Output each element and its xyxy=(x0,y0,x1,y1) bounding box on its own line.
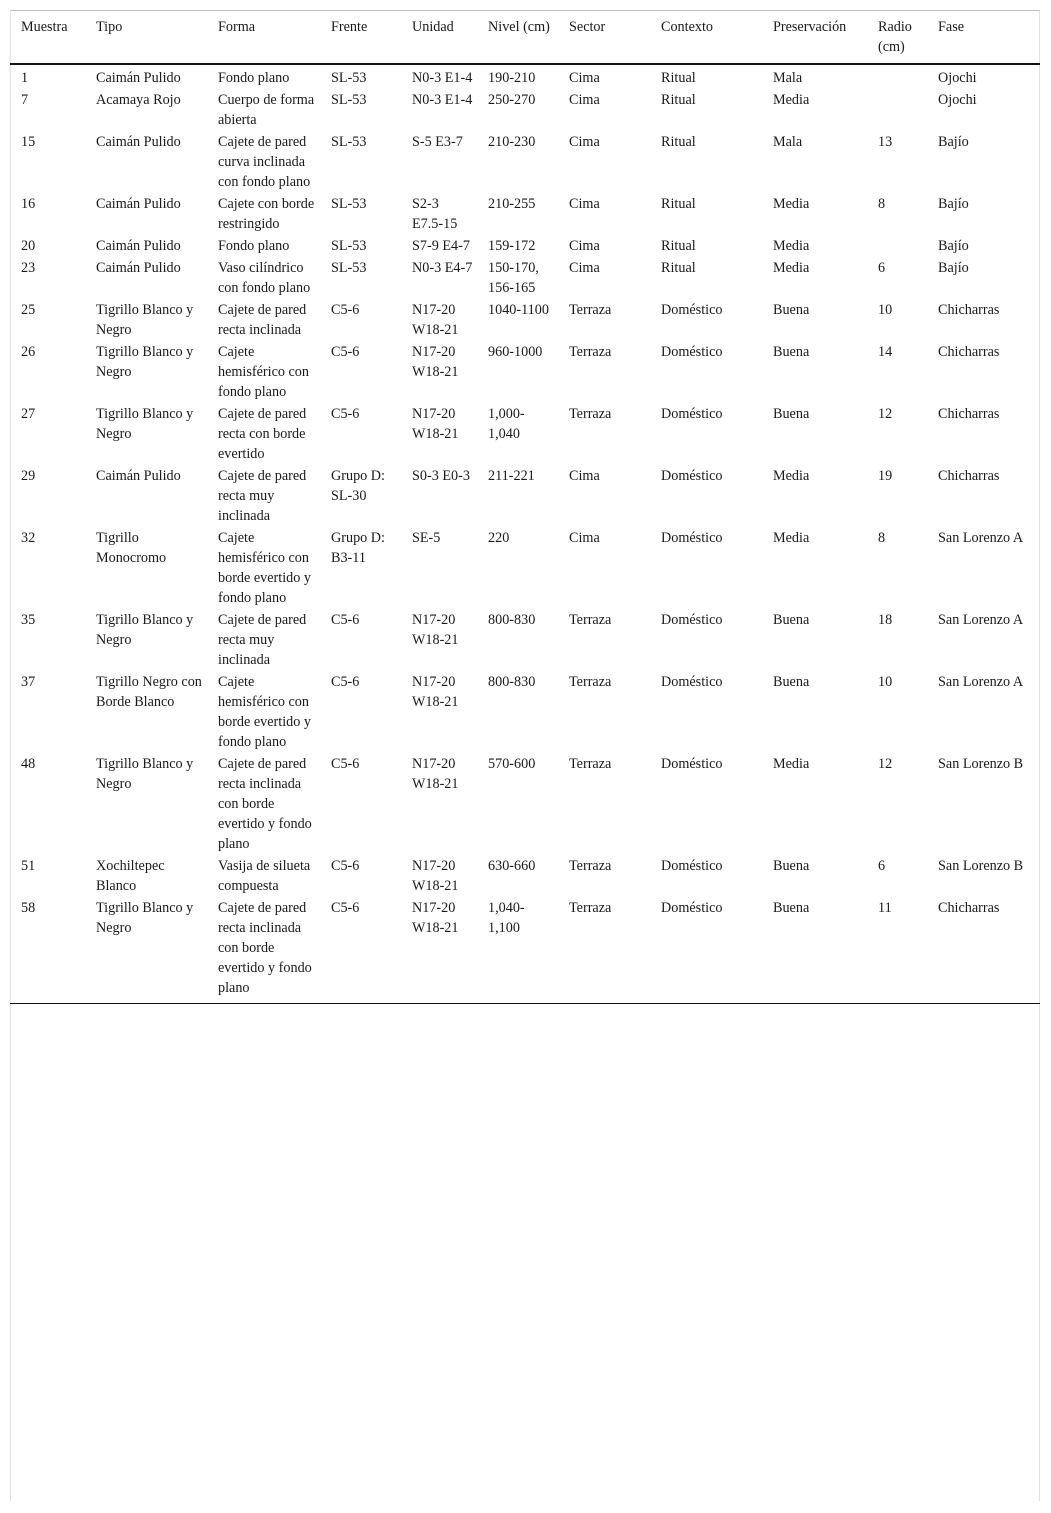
cell-tipo: Caimán Pulido xyxy=(96,260,181,276)
table-row xyxy=(10,670,1040,752)
cell-preservacion: Media xyxy=(773,756,810,772)
cell-forma: Cajete de pared curva inclinada con fondo plano xyxy=(218,134,311,190)
cell-frente: Grupo D: B3-11 xyxy=(331,530,385,566)
cell-unidad: S0-3 E0-3 xyxy=(412,468,470,484)
cell-frente: SL-53 xyxy=(331,238,367,254)
header-fase: Fase xyxy=(927,10,1040,64)
cell-nivel: 190-210 xyxy=(488,70,536,86)
cell-radio: 6 xyxy=(878,858,886,874)
cell-muestra: 16 xyxy=(21,196,36,212)
cell-tipo: Caimán Pulido xyxy=(96,238,181,254)
cell-contexto: Doméstico xyxy=(661,344,723,360)
cell-muestra: 32 xyxy=(21,530,36,546)
table-row xyxy=(10,402,1040,464)
cell-tipo: Tigrillo Blanco y Negro xyxy=(96,406,194,442)
cell-muestra: 35 xyxy=(21,612,36,628)
cell-frente: C5-6 xyxy=(331,406,360,422)
cell-nivel: 211-221 xyxy=(488,468,535,484)
table-body xyxy=(10,64,1040,1004)
cell-fase: Bajío xyxy=(938,134,969,150)
cell-sector: Cima xyxy=(569,260,600,276)
cell-fase: Chicharras xyxy=(938,344,1000,360)
cell-frente: SL-53 xyxy=(331,70,367,86)
cell-contexto: Doméstico xyxy=(650,896,762,1004)
cell-preservacion: Buena xyxy=(773,612,810,628)
cell-forma: Fondo plano xyxy=(218,70,290,86)
cell-tipo: Xochiltepec Blanco xyxy=(96,858,165,894)
cell-forma: Cajete de pared recta muy inclinada xyxy=(218,612,307,668)
cell-radio: 12 xyxy=(878,756,893,772)
cell-forma: Fondo plano xyxy=(218,238,290,254)
cell-tipo: Caimán Pulido xyxy=(96,134,181,150)
cell-muestra: 27 xyxy=(21,406,36,422)
cell-nivel: 210-255 xyxy=(488,196,536,212)
cell-muestra: 23 xyxy=(21,260,36,276)
cell-unidad: S2-3 E7.5-15 xyxy=(412,196,458,232)
cell-unidad: N17-20 W18-21 xyxy=(401,896,477,1004)
cell-muestra: 1 xyxy=(21,70,29,86)
cell-contexto: Ritual xyxy=(661,260,696,276)
header-nivel: Nivel (cm) xyxy=(477,10,558,64)
cell-forma: Cajete de pared recta inclinada xyxy=(218,302,307,338)
cell-unidad: S7-9 E4-7 xyxy=(412,238,470,254)
cell-frente: C5-6 xyxy=(331,344,360,360)
cell-muestra: 48 xyxy=(21,756,36,772)
cell-sector: Terraza xyxy=(569,858,612,874)
table-row xyxy=(10,256,1040,298)
table-row xyxy=(10,298,1040,340)
cell-sector: Terraza xyxy=(569,344,612,360)
cell-forma: Vaso cilíndrico con fondo plano xyxy=(218,260,311,296)
cell-nivel: 220 xyxy=(488,530,510,546)
cell-sector: Terraza xyxy=(569,674,612,690)
cell-fase: Chicharras xyxy=(938,406,1000,422)
cell-preservacion: Buena xyxy=(773,674,810,690)
cell-fase: Bajío xyxy=(938,260,969,276)
header-sector: Sector xyxy=(558,10,650,64)
cell-nivel: 250-270 xyxy=(488,92,536,108)
cell-sector: Cima xyxy=(569,238,600,254)
cell-forma: Cuerpo de forma abierta xyxy=(218,92,315,128)
cell-contexto: Doméstico xyxy=(661,468,723,484)
cell-fase: Bajío xyxy=(938,196,969,212)
cell-nivel: 570-600 xyxy=(488,756,536,772)
header-radio: Radio (cm) xyxy=(867,10,927,64)
header-muestra: Muestra xyxy=(10,10,85,64)
cell-contexto: Ritual xyxy=(661,92,696,108)
cell-sector: Cima xyxy=(569,70,600,86)
cell-sector: Cima xyxy=(569,530,600,546)
cell-sector: Cima xyxy=(569,92,600,108)
cell-fase: Chicharras xyxy=(938,302,1000,318)
cell-tipo: Caimán Pulido xyxy=(96,468,181,484)
cell-frente: C5-6 xyxy=(320,896,401,1004)
cell-preservacion: Media xyxy=(773,196,810,212)
header-tipo: Tipo xyxy=(85,10,207,64)
cell-radio: 14 xyxy=(878,344,893,360)
cell-radio: 18 xyxy=(878,612,893,628)
header-contexto: Contexto xyxy=(650,10,762,64)
cell-muestra: 51 xyxy=(21,858,36,874)
cell-tipo: Tigrillo Negro con Borde Blanco xyxy=(96,674,202,710)
cell-nivel: 210-230 xyxy=(488,134,536,150)
cell-radio: 11 xyxy=(867,896,927,1004)
cell-contexto: Ritual xyxy=(661,238,696,254)
header-preservacion: Preservación xyxy=(762,10,867,64)
cell-radio xyxy=(867,88,927,130)
cell-contexto: Doméstico xyxy=(661,674,723,690)
cell-nivel: 150-170, 156-165 xyxy=(488,260,539,296)
table-row xyxy=(10,896,1040,1004)
cell-radio: 19 xyxy=(878,468,893,484)
cell-unidad: S-5 E3-7 xyxy=(412,134,463,150)
cell-preservacion: Media xyxy=(773,468,810,484)
cell-tipo: Tigrillo Blanco y Negro xyxy=(85,896,207,1004)
cell-unidad: N17-20 W18-21 xyxy=(412,858,459,894)
cell-fase: San Lorenzo A xyxy=(938,674,1024,690)
cell-preservacion: Buena xyxy=(773,406,810,422)
table-row xyxy=(10,64,1040,88)
header-row xyxy=(10,10,1040,64)
table-row xyxy=(10,192,1040,234)
cell-tipo: Tigrillo Blanco y Negro xyxy=(96,344,194,380)
cell-fase: Chicharras xyxy=(938,468,1000,484)
cell-forma: Cajete de pared recta muy inclinada xyxy=(218,468,307,524)
cell-nivel: 1040-1100 xyxy=(488,302,549,318)
cell-radio xyxy=(867,64,927,88)
cell-preservacion: Media xyxy=(773,238,810,254)
cell-fase: Bajío xyxy=(938,238,969,254)
cell-muestra: 15 xyxy=(21,134,36,150)
cell-sector: Cima xyxy=(569,196,600,212)
cell-fase: San Lorenzo B xyxy=(938,756,1024,772)
cell-tipo: Caimán Pulido xyxy=(96,196,181,212)
cell-forma: Cajete con borde restringido xyxy=(218,196,315,232)
cell-muestra: 58 xyxy=(10,896,85,1004)
cell-contexto: Doméstico xyxy=(661,858,723,874)
cell-nivel: 1,040-1,100 xyxy=(477,896,558,1004)
cell-contexto: Doméstico xyxy=(661,406,723,422)
cell-unidad: N0-3 E1-4 xyxy=(412,92,473,108)
cell-forma: Cajete hemisférico con fondo plano xyxy=(218,344,309,400)
cell-sector: Cima xyxy=(569,134,600,150)
cell-contexto: Ritual xyxy=(661,196,696,212)
cell-tipo: Tigrillo Monocromo xyxy=(96,530,167,566)
cell-unidad: N17-20 W18-21 xyxy=(412,344,459,380)
cell-preservacion: Mala xyxy=(773,134,803,150)
cell-unidad: N17-20 W18-21 xyxy=(412,756,459,792)
table-row xyxy=(10,234,1040,256)
cell-forma: Cajete hemisférico con borde evertido y fondo plano xyxy=(218,530,311,606)
cell-unidad: SE-5 xyxy=(412,530,441,546)
cell-fase: San Lorenzo A xyxy=(938,612,1024,628)
cell-tipo: Caimán Pulido xyxy=(96,70,181,86)
cell-frente: SL-53 xyxy=(331,196,367,212)
cell-muestra: 25 xyxy=(21,302,36,318)
cell-unidad: N0-3 E4-7 xyxy=(412,260,473,276)
cell-radio xyxy=(867,234,927,256)
cell-fase: Ojochi xyxy=(938,92,977,108)
cell-radio: 10 xyxy=(878,674,893,690)
table-row xyxy=(10,752,1040,854)
header-frente: Frente xyxy=(320,10,401,64)
cell-contexto: Doméstico xyxy=(661,302,723,318)
cell-unidad: N17-20 W18-21 xyxy=(412,674,459,710)
cell-muestra: 20 xyxy=(21,238,36,254)
cell-sector: Terraza xyxy=(569,302,612,318)
cell-preservacion: Buena xyxy=(773,302,810,318)
cell-frente: C5-6 xyxy=(331,612,360,628)
table-row xyxy=(10,340,1040,402)
cell-preservacion: Media xyxy=(773,92,810,108)
table-row xyxy=(10,130,1040,192)
cell-contexto: Doméstico xyxy=(661,530,723,546)
cell-frente: Grupo D: SL-30 xyxy=(331,468,385,504)
cell-radio: 13 xyxy=(878,134,893,150)
table-row xyxy=(10,464,1040,526)
cell-preservacion: Media xyxy=(773,530,810,546)
cell-radio: 6 xyxy=(878,260,886,276)
cell-muestra: 29 xyxy=(21,468,36,484)
cell-muestra: 7 xyxy=(21,92,29,108)
cell-nivel: 159-172 xyxy=(488,238,536,254)
cell-contexto: Doméstico xyxy=(661,612,723,628)
cell-unidad: N17-20 W18-21 xyxy=(412,612,459,648)
cell-tipo: Acamaya Rojo xyxy=(96,92,181,108)
cell-forma: Cajete de pared recta inclinada con borde evertido y fondo plano xyxy=(207,896,320,1004)
cell-frente: SL-53 xyxy=(331,134,367,150)
cell-preservacion: Mala xyxy=(773,70,803,86)
cell-preservacion: Media xyxy=(773,260,810,276)
cell-muestra: 26 xyxy=(21,344,36,360)
cell-radio: 12 xyxy=(878,406,893,422)
cell-radio: 10 xyxy=(878,302,893,318)
cell-frente: C5-6 xyxy=(331,674,360,690)
samples-table xyxy=(10,10,1040,1004)
cell-sector: Cima xyxy=(569,468,600,484)
cell-muestra: 37 xyxy=(21,674,36,690)
cell-tipo: Tigrillo Blanco y Negro xyxy=(96,612,194,648)
cell-unidad: N0-3 E1-4 xyxy=(412,70,473,86)
header-unidad: Unidad xyxy=(401,10,477,64)
cell-contexto: Ritual xyxy=(661,70,696,86)
cell-forma: Vasija de silueta compuesta xyxy=(218,858,311,894)
cell-frente: SL-53 xyxy=(331,92,367,108)
cell-sector: Terraza xyxy=(569,612,612,628)
cell-unidad: N17-20 W18-21 xyxy=(412,302,459,338)
cell-contexto: Doméstico xyxy=(661,756,723,772)
table-row xyxy=(10,608,1040,670)
cell-fase: Chicharras xyxy=(927,896,1040,1004)
cell-sector: Terraza xyxy=(558,896,650,1004)
cell-fase: San Lorenzo B xyxy=(938,858,1024,874)
table-row xyxy=(10,526,1040,608)
cell-nivel: 960-1000 xyxy=(488,344,543,360)
cell-tipo: Tigrillo Blanco y Negro xyxy=(96,756,194,792)
cell-frente: C5-6 xyxy=(331,858,360,874)
cell-nivel: 1,000-1,040 xyxy=(488,406,525,442)
header-forma: Forma xyxy=(207,10,320,64)
cell-preservacion: Buena xyxy=(773,858,810,874)
cell-radio: 8 xyxy=(878,196,886,212)
cell-frente: SL-53 xyxy=(331,260,367,276)
cell-tipo: Tigrillo Blanco y Negro xyxy=(96,302,194,338)
cell-preservacion: Buena xyxy=(773,344,810,360)
cell-fase: Ojochi xyxy=(938,70,977,86)
table-row xyxy=(10,88,1040,130)
cell-frente: C5-6 xyxy=(331,302,360,318)
cell-sector: Terraza xyxy=(569,756,612,772)
cell-forma: Cajete hemisférico con borde evertido y fondo plano xyxy=(218,674,311,750)
cell-contexto: Ritual xyxy=(661,134,696,150)
cell-nivel: 630-660 xyxy=(488,858,536,874)
cell-forma: Cajete de pared recta inclinada con borde evertido y fondo plano xyxy=(218,756,312,852)
cell-radio: 8 xyxy=(878,530,886,546)
table-row xyxy=(10,854,1040,896)
cell-nivel: 800-830 xyxy=(488,612,536,628)
cell-unidad: N17-20 W18-21 xyxy=(412,406,459,442)
cell-forma: Cajete de pared recta con borde evertido xyxy=(218,406,307,462)
cell-nivel: 800-830 xyxy=(488,674,536,690)
cell-fase: San Lorenzo A xyxy=(938,530,1024,546)
cell-frente: C5-6 xyxy=(331,756,360,772)
cell-sector: Terraza xyxy=(569,406,612,422)
cell-preservacion: Buena xyxy=(762,896,867,1004)
